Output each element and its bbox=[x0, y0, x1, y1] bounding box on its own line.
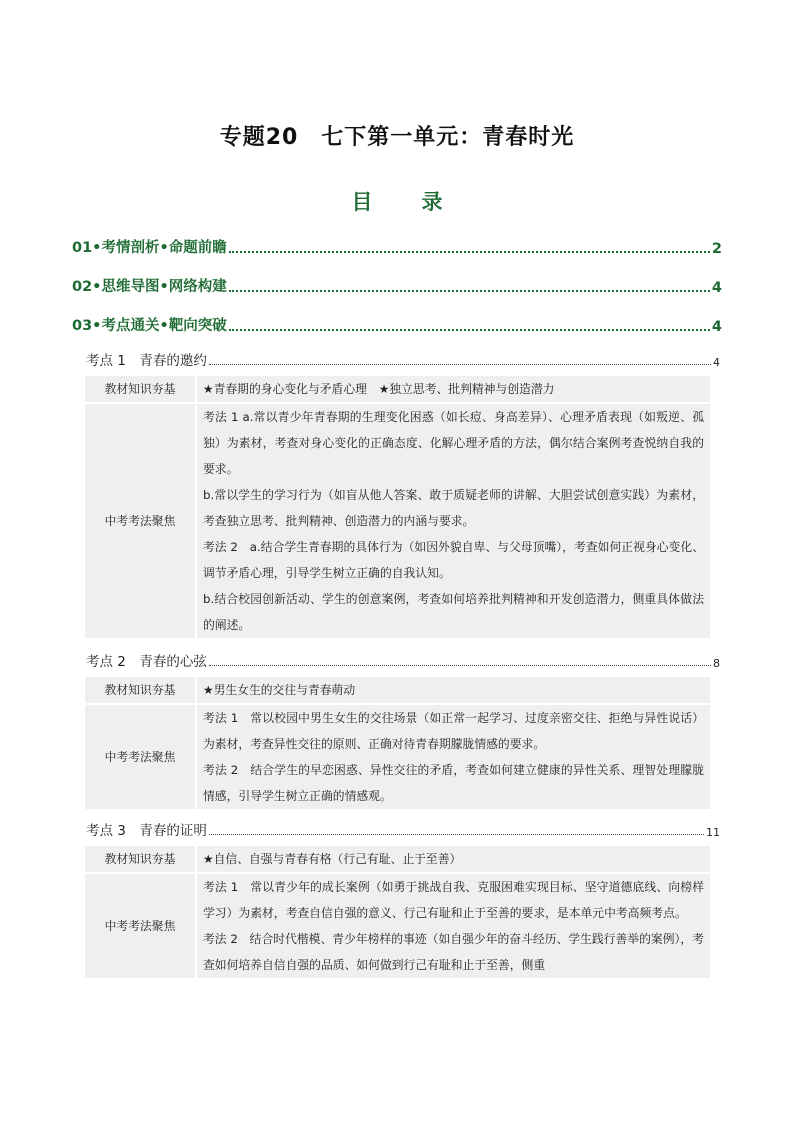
toc-entry-page: 4 bbox=[711, 280, 722, 296]
toc-subentry-1[interactable] bbox=[86, 347, 720, 369]
focus-content bbox=[197, 404, 710, 638]
base-label: 教材知识夯基 bbox=[85, 846, 195, 872]
toc-heading: 目 录 bbox=[351, 190, 457, 214]
focus-paragraph: 考法 1 a.常以青少年青春期的生理变化困惑（如长痘、身高差异）、心理矛盾表现（如叛逆、孤独）为素材，考查对身心变化的正确态度、化解心理矛盾的方法，偶尔结合案例考查悦纳自我的要求。 bbox=[203, 410, 704, 476]
focus-paragraph: 考法 1 常以校园中男生女生的交往场景（如正常一起学习、过度亲密交往、拒绝与异性说话）为素材，考查异性交往的原则、正确对待青春期朦胧情感的要求。 bbox=[203, 711, 704, 751]
toc-leader-dots bbox=[229, 289, 710, 292]
table-row bbox=[85, 874, 710, 978]
kaodian-table-1 bbox=[83, 374, 712, 640]
table-row bbox=[85, 376, 710, 402]
toc-subentry-3[interactable] bbox=[86, 817, 720, 839]
page-title: 专题20 七下第一单元：青春时光 bbox=[219, 125, 575, 150]
focus-label: 中考考法聚焦 bbox=[85, 404, 195, 638]
toc-subentry-label: 考点 1 青春的邀约 bbox=[86, 353, 207, 369]
toc-subentry-label: 考点 3 青春的证明 bbox=[86, 823, 207, 839]
toc-leader-dots bbox=[209, 363, 711, 365]
toc-entry-page: 2 bbox=[711, 241, 722, 257]
base-text: ★自信、自强与青春有格（行己有耻、止于至善） bbox=[197, 846, 710, 872]
toc-entry-3[interactable] bbox=[72, 309, 722, 335]
base-text: ★男生女生的交往与青春萌动 bbox=[197, 677, 710, 703]
table-row bbox=[85, 705, 710, 809]
toc-leader-dots bbox=[229, 328, 710, 331]
toc-leader-dots bbox=[229, 250, 710, 253]
kaodian-table-3 bbox=[83, 844, 712, 980]
toc-subentry-2[interactable] bbox=[86, 648, 720, 670]
toc-subentry-label: 考点 2 青春的心弦 bbox=[86, 654, 207, 670]
base-text: ★青春期的身心变化与矛盾心理 ★独立思考、批判精神与创造潜力 bbox=[197, 376, 710, 402]
focus-content bbox=[197, 874, 710, 978]
toc-leader-dots bbox=[209, 664, 711, 666]
focus-label: 中考考法聚焦 bbox=[85, 874, 195, 978]
focus-paragraph: 考法 2 结合学生的早恋困惑、异性交往的矛盾，考查如何建立健康的异性关系、理智处理朦胧情感，引导学生树立正确的情感观。 bbox=[203, 763, 704, 803]
focus-paragraph: b.常以学生的学习行为（如盲从他人答案、敢于质疑老师的讲解、大胆尝试创意实践）为素材，考查独立思考、批判精神、创造潜力的内涵与要求。 bbox=[203, 488, 704, 528]
toc-entry-2[interactable] bbox=[72, 270, 722, 296]
table-row bbox=[85, 846, 710, 872]
table-row bbox=[85, 404, 710, 638]
toc-subentry-page: 11 bbox=[706, 826, 720, 839]
focus-paragraph: 考法 2 a.结合学生青春期的具体行为（如因外貌自卑、与父母顶嘴），考查如何正视身心变化、调节矛盾心理，引导学生树立正确的自我认知。 bbox=[203, 540, 704, 580]
base-label: 教材知识夯基 bbox=[85, 677, 195, 703]
kaodian-table-2 bbox=[83, 675, 712, 811]
toc-entry-page: 4 bbox=[711, 319, 722, 335]
toc-entry-label: 03•考点通关•靶向突破 bbox=[72, 318, 227, 334]
toc-entry-label: 02•思维导图•网络构建 bbox=[72, 279, 227, 295]
base-label: 教材知识夯基 bbox=[85, 376, 195, 402]
toc-leader-dots bbox=[209, 833, 704, 835]
toc-entry-1[interactable] bbox=[72, 231, 722, 257]
toc-subentry-page: 4 bbox=[713, 356, 720, 369]
focus-paragraph: b.结合校园创新活动、学生的创意案例，考查如何培养批判精神和开发创造潜力，侧重具体做法的阐述。 bbox=[203, 592, 704, 632]
table-row bbox=[85, 677, 710, 703]
focus-paragraph: 考法 2 结合时代楷模、青少年榜样的事迹（如自强少年的奋斗经历、学生践行善举的案例），考查如何培养自信自强的品质、如何做到行己有耻和止于至善，侧重 bbox=[203, 932, 704, 972]
focus-paragraph: 考法 1 常以青少年的成长案例（如勇于挑战自我、克服困难实现目标、坚守道德底线、向榜样学习）为素材，考查自信自强的意义、行己有耻和止于至善的要求，是本单元中考高频考点。 bbox=[203, 880, 704, 920]
toc-subentry-page: 8 bbox=[713, 657, 720, 670]
focus-label: 中考考法聚焦 bbox=[85, 705, 195, 809]
toc-entry-label: 01•考情剖析•命题前瞻 bbox=[72, 240, 227, 256]
focus-content bbox=[197, 705, 710, 809]
